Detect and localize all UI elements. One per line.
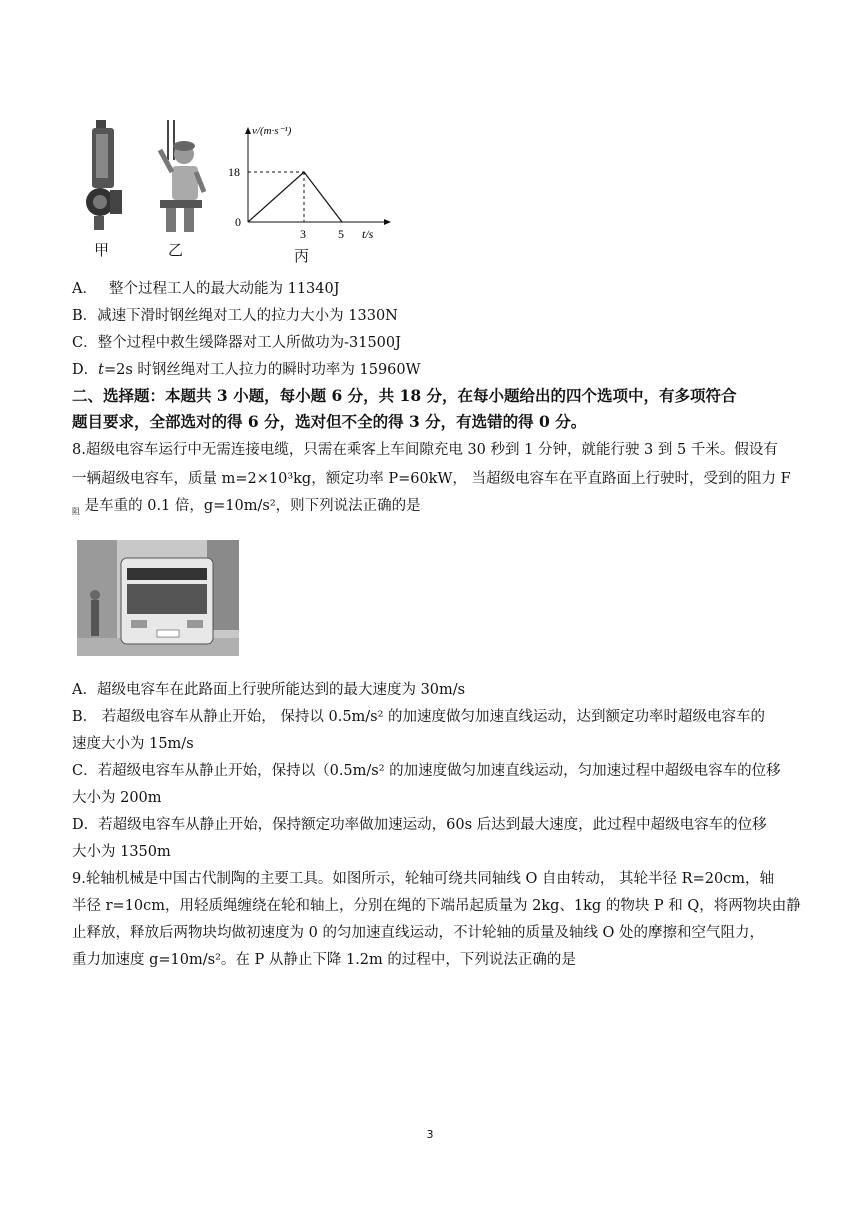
x-axis-label: t/s [362, 227, 374, 240]
q9-stem-line4: 重力加速度 g=10m/s²。在 P 从静止下降 1.2m 的过程中，下列说法正确的是 [72, 952, 576, 968]
q7-option-b: B．减速下滑时钢丝绳对工人的拉力大小为 1330N [72, 308, 398, 324]
q7-option-c: C．整个过程中救生缓降器对工人所做功为-31500J [72, 335, 401, 351]
y-tick-18: 18 [228, 165, 240, 179]
q9-stem-line2: 半径 r=10cm，用轻质绳缠绕在轮和轴上，分别在绳的下端吊起质量为 2kg、1kg 的物块 P 和 Q，将两物块由静 [72, 898, 801, 914]
bus-photo [77, 540, 239, 656]
figure-row [86, 118, 396, 268]
q8-option-d-line1: D．若超级电容车从静止开始，保持额定功率做加速运动，60s 后达到最大速度，此过程中超级电容车的位移 [72, 817, 767, 833]
q8-stem-line3: $_阻$ 是车重的 0.1 倍，g=10m/s²，则下列说法正确的是 [72, 498, 421, 516]
q9-stem-line3: 止释放，释放后两物块均做初速度为 0 的匀加速直线运动，不计轮轴的质量及轴线 O 处的摩擦和空气阻力， [72, 925, 765, 941]
page-number: 3 [426, 1128, 434, 1141]
q8-option-d-line2: 大小为 1350m [72, 844, 171, 860]
q8-option-b-line2: 速度大小为 15m/s [72, 736, 194, 752]
velocity-time-graph [226, 118, 396, 240]
caption-bing: 丙 [294, 247, 310, 265]
velocity-line [248, 172, 342, 222]
section2-heading-line1: 二、选择题：本题共 3 小题，每小题 6 分，共 18 分，在每小题给出的四个选项中，有多项符合 [72, 386, 737, 405]
q8-stem-line1: 8.超级电容车运行中无需连接电缆，只需在乘客上车间隙充电 30 秒到 1 分钟，就能行驶 3 到 5 千米。假设有 [72, 442, 778, 458]
caption-yi: 乙 [168, 241, 184, 259]
section2-heading-line2: 题目要求，全部选对的得 6 分，选对但不全的得 3 分，有选错的得 0 分。 [72, 412, 587, 431]
q8-option-c-line1: C．若超级电容车从静止开始，保持以（0.5m/s² 的加速度做匀加速直线运动，匀加速过程中超级电容车的位移 [72, 763, 781, 779]
x-tick-3: 3 [300, 227, 306, 240]
y-axis-label: v/(m·s⁻¹) [252, 125, 292, 137]
origin-label: 0 [235, 215, 241, 229]
q8-option-b-line1: B． 若超级电容车从静止开始， 保持以 0.5m/s² 的加速度做匀加速直线运动，达到额定功率时超级电容车的 [72, 709, 766, 725]
q8-option-a: A．超级电容车在此路面上行驶所能达到的最大速度为 30m/s [72, 682, 466, 698]
worker-photo [146, 120, 208, 234]
q7-option-d: D．t=2s 时钢丝绳对工人拉力的瞬时功率为 15960W [72, 362, 421, 378]
q8-stem-line2: 一辆超级电容车，质量 m=2×10³kg，额定功率 P=60kW， 当超级电容车在平直路面上行驶时，受到的阻力 F [72, 471, 791, 487]
q9-stem-line1: 9.轮轴机械是中国古代制陶的主要工具。如图所示，轮轴可绕共同轴线 O 自由转动， 其轮半径 R=20cm，轴 [72, 871, 775, 887]
q8-option-c-line2: 大小为 200m [72, 790, 162, 806]
x-tick-5: 5 [338, 227, 344, 240]
q7-option-a: A． 整个过程工人的最大动能为 11340J [72, 281, 340, 297]
caption-jia: 甲 [94, 241, 110, 259]
descender-device-photo [86, 120, 124, 232]
